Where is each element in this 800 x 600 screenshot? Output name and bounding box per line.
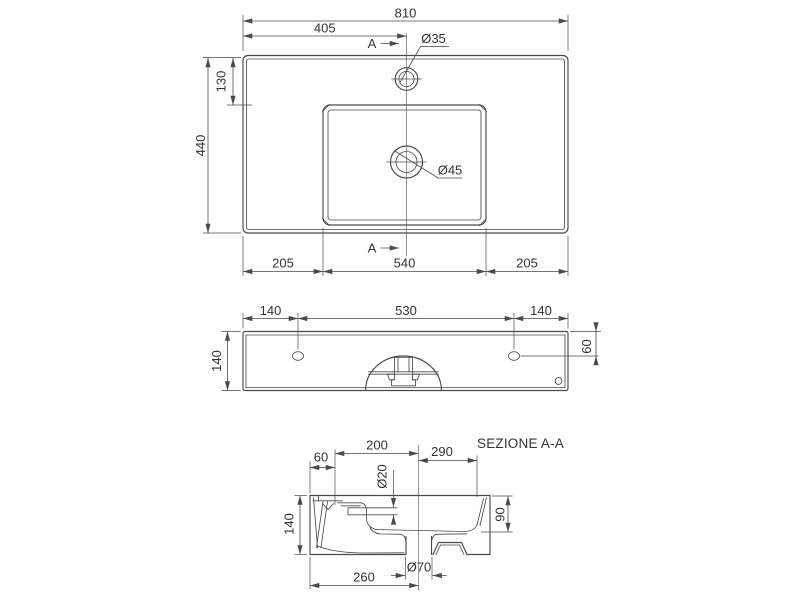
- section-cut-marker-top: [368, 36, 399, 51]
- dim-label: Ø35: [421, 31, 446, 46]
- dimension-front-height: [209, 332, 228, 391]
- dim-label: Ø45: [437, 162, 463, 178]
- foot-recess: [433, 543, 467, 555]
- dim-label: 140: [281, 513, 297, 535]
- dimension-overall-width: [243, 6, 568, 22]
- dim-label: 140: [259, 303, 282, 318]
- siphon-cover: [366, 356, 442, 391]
- callout-overflow-diameter: [375, 464, 394, 520]
- dimension-bottom-center: [323, 256, 486, 272]
- section-marker-label: A: [367, 36, 377, 51]
- dimension-bowl-depth: [493, 496, 509, 532]
- dim-label: 140: [209, 350, 224, 372]
- dimension-right-hole-span: [514, 303, 568, 319]
- dimension-back-span: [335, 438, 419, 454]
- drain-flare: [432, 534, 437, 543]
- dimension-overall-depth: [193, 58, 208, 233]
- dimension-bottom-left: [243, 256, 323, 272]
- dim-label: Ø70: [406, 559, 432, 575]
- dim-label: 810: [394, 5, 417, 21]
- front-view: [209, 303, 601, 391]
- dimension-left-hole-span: [243, 303, 298, 319]
- dimension-front-span: [419, 444, 478, 461]
- dimension-center-offset: [243, 21, 407, 37]
- bowl-right-wall: [480, 498, 487, 526]
- dim-label: 540: [393, 255, 416, 271]
- callout-drain-diameter: [394, 151, 462, 179]
- plan-outer-edge: [243, 56, 568, 234]
- mounting-hole-right: [509, 352, 520, 361]
- foot-recess-inner: [436, 545, 464, 555]
- dimension-holes-span: [298, 303, 514, 319]
- plan-inner-edge: [247, 59, 565, 230]
- dim-label: 130: [213, 70, 229, 93]
- plan-view: [193, 6, 568, 277]
- pedestal-cavity: [318, 546, 405, 553]
- mounting-hole-left: [293, 352, 304, 361]
- callout-faucet-diameter: [400, 31, 449, 83]
- dim-label: 205: [516, 255, 538, 271]
- dimension-back-ledge: [310, 450, 335, 468]
- dim-label: 530: [395, 303, 417, 318]
- dim-label: 260: [353, 569, 375, 585]
- section-cut-marker-bottom: [368, 241, 399, 256]
- dim-label: 440: [193, 134, 208, 157]
- dim-label: 90: [492, 507, 508, 522]
- left-wall-inner: [314, 498, 318, 549]
- callout-drain-diameter: [391, 560, 447, 576]
- fixing-hole: [555, 378, 562, 385]
- dim-label: 200: [366, 437, 388, 453]
- overflow-funnel: [323, 504, 334, 510]
- dimension-drain-offset: [310, 570, 419, 586]
- dimension-section-height: [282, 496, 301, 555]
- dimension-faucet-offset: [214, 58, 234, 105]
- drain-flare: [402, 534, 407, 543]
- dim-label: 290: [431, 444, 453, 459]
- dim-label: 140: [530, 303, 552, 318]
- dim-label: 205: [272, 255, 294, 271]
- bowl-underside: [370, 528, 402, 535]
- dimension-bottom-right: [486, 256, 568, 272]
- bowl-left-wall: [361, 503, 376, 530]
- front-outline: [243, 332, 568, 391]
- dim-label: Ø20: [374, 464, 390, 489]
- dimension-hole-top-offset: [579, 324, 596, 364]
- bowl-underside: [436, 534, 467, 535]
- section-marker-label: A: [367, 240, 377, 256]
- dim-label: 60: [579, 339, 594, 354]
- dim-label: 405: [313, 20, 336, 36]
- section-view: [282, 436, 564, 591]
- section-title: SEZIONE A-A: [477, 436, 564, 451]
- dim-label: 60: [313, 449, 329, 465]
